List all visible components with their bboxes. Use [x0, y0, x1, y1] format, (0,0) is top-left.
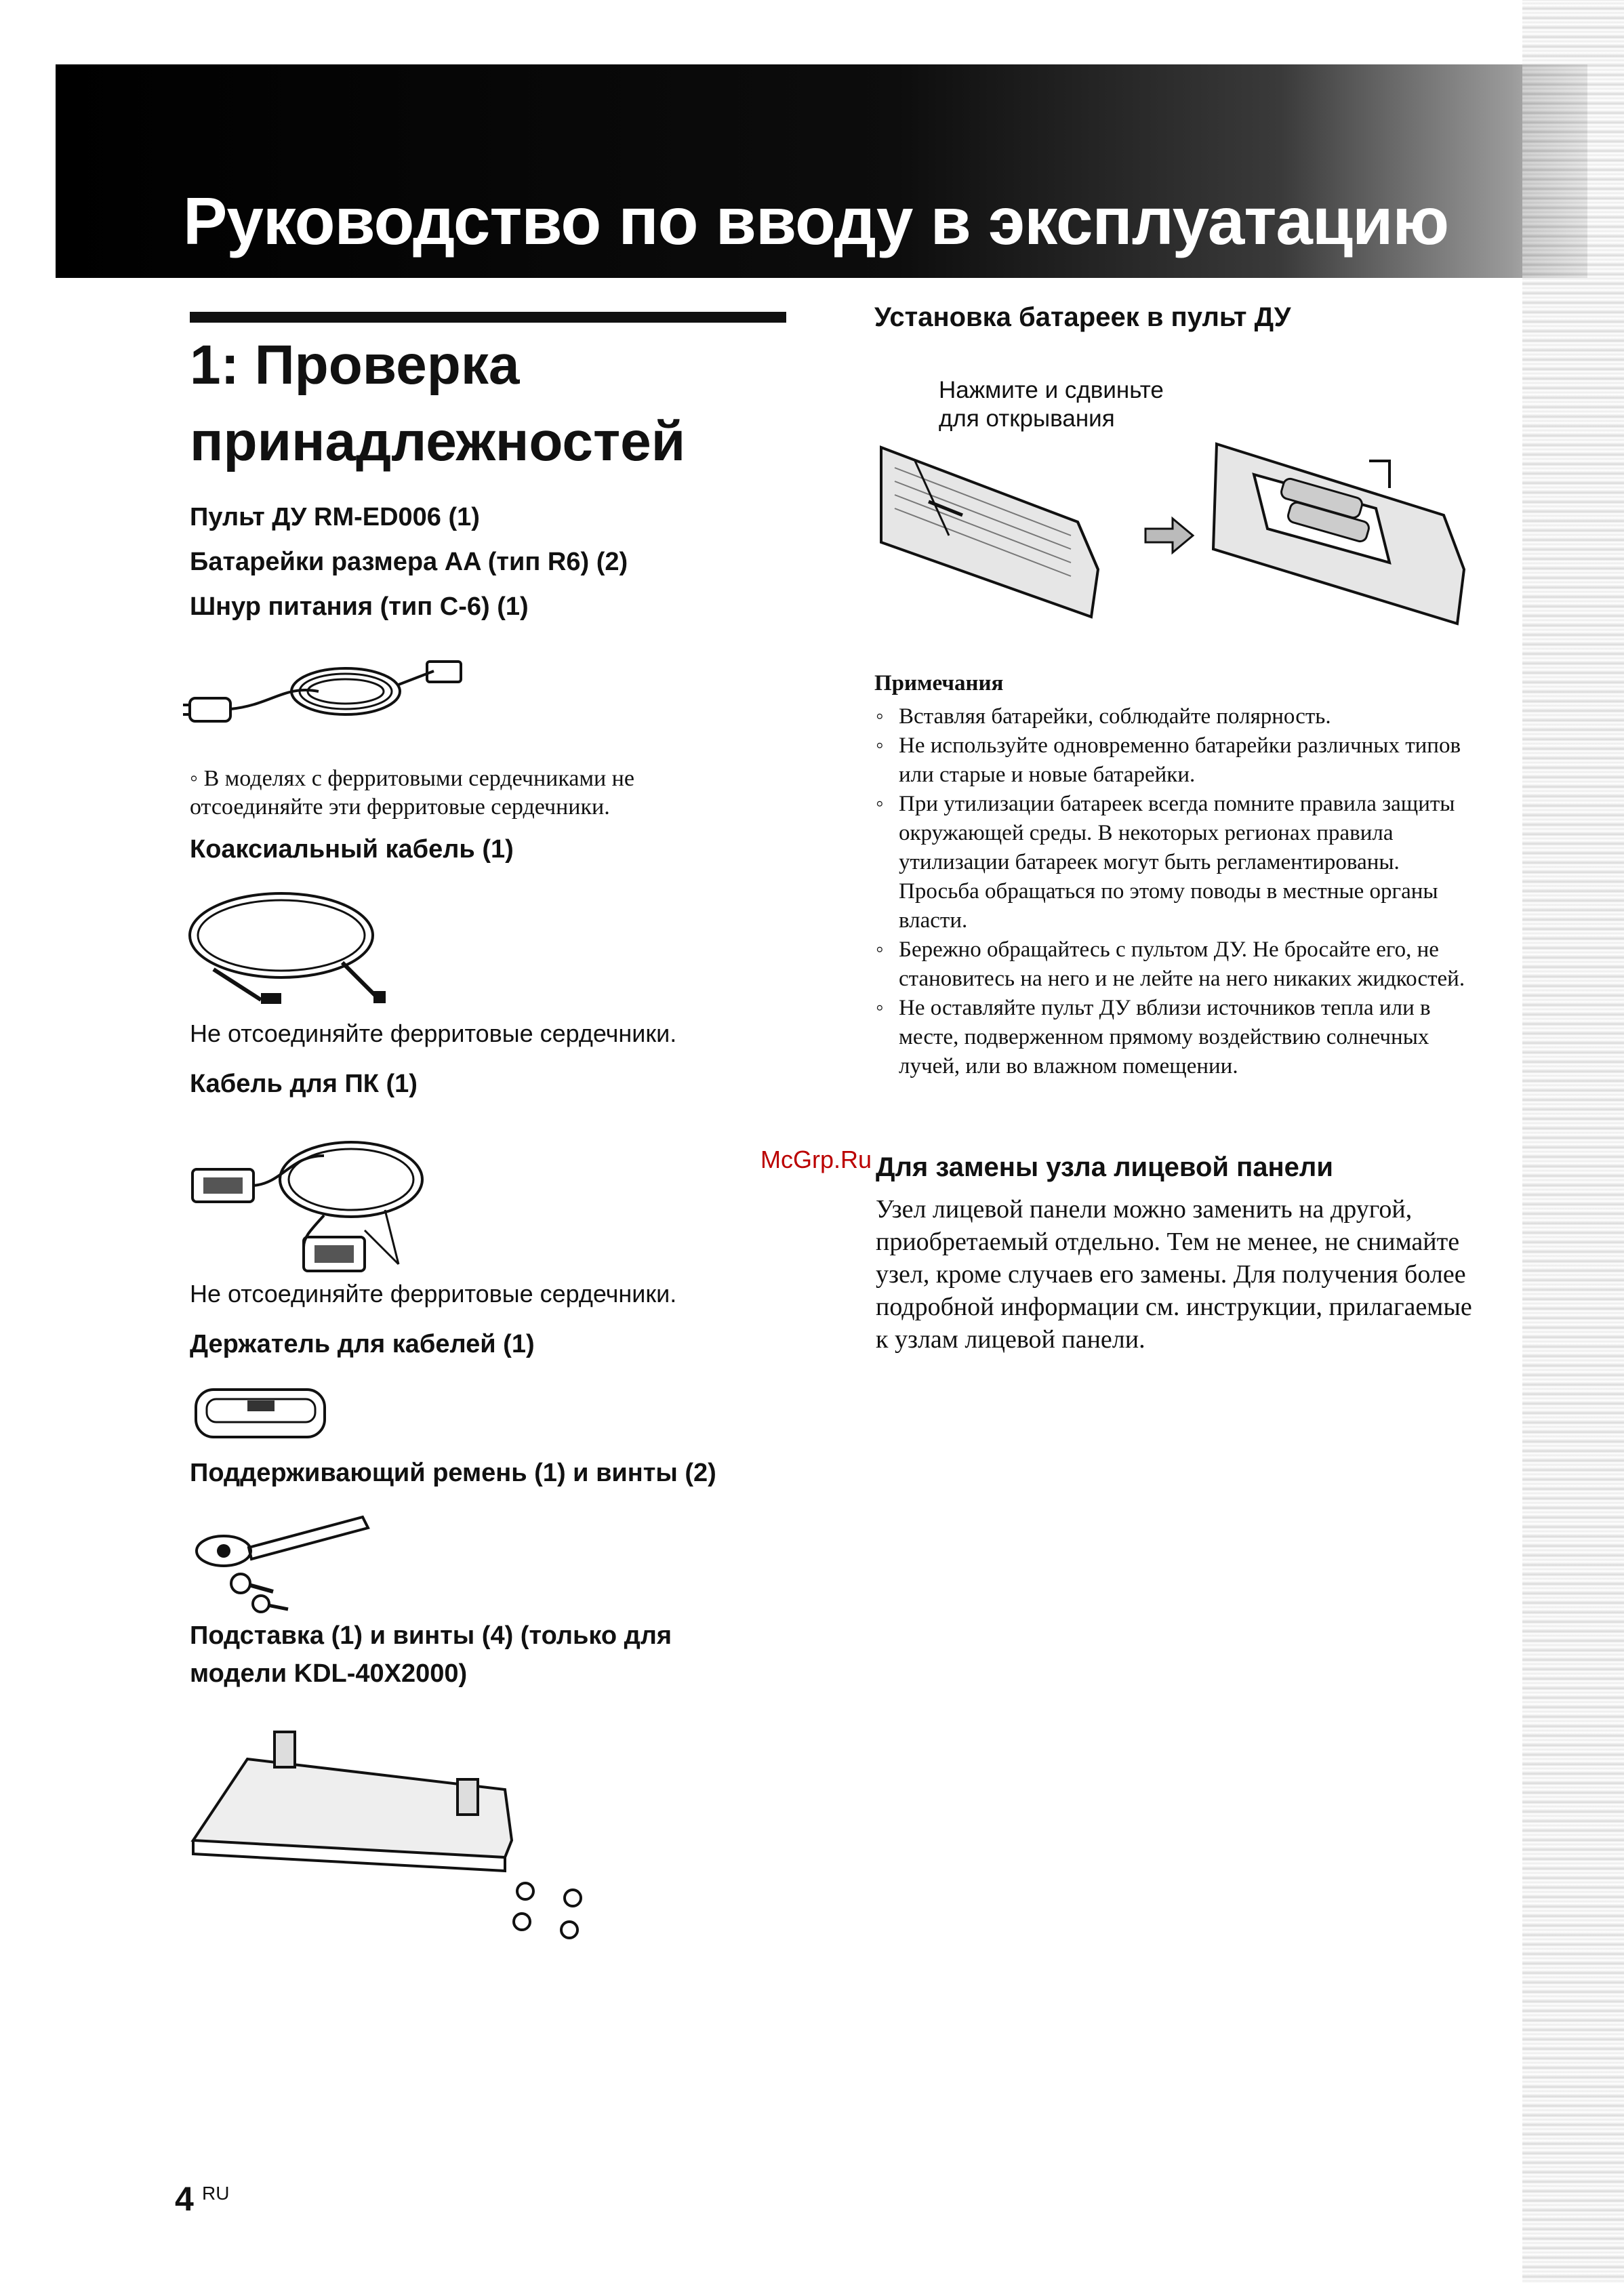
ferrite-note-text: В моделях с ферритовыми сердечниками не отсоединяйте эти ферритовые сердечники.	[190, 766, 634, 820]
ferrite-note	[190, 765, 752, 822]
note-item: ◦ Не оставляйте пульт ДУ вблизи источников тепла или в месте, подверженном прямому воздействию солнечных лучей, или во влажном помещении.	[874, 994, 1484, 1081]
scan-edge-noise	[1522, 0, 1624, 2283]
bullet-icon: ◦	[190, 766, 204, 791]
batteries-label-line1: Нажмите и сдвиньте	[939, 377, 1164, 403]
cable-holder-illustration	[193, 1383, 329, 1444]
section-rule	[190, 312, 786, 323]
note-item: ◦ При утилизации батареек всегда помните правила защиты окружающей среды. В некоторых регионах правила утилизации батареек могут быть регламентированы. Просьба обращаться по этому поводы в местные органы власти.	[874, 790, 1484, 935]
item-stand-line1: Подставка (1) и винты (4) (только для	[190, 1621, 672, 1650]
item-pc-cable: Кабель для ПК (1)	[190, 1070, 418, 1098]
strap-screws-illustration	[193, 1510, 383, 1619]
note-item: ◦ Вставляя батарейки, соблюдайте полярность.	[874, 702, 1484, 731]
pc-cable-illustration	[188, 1129, 432, 1285]
item-power-cord: Шнур питания (тип C-6) (1)	[190, 592, 529, 621]
watermark: McGrp.Ru	[760, 1146, 872, 1173]
section-heading-line1: 1: Проверка	[190, 334, 520, 396]
item-remote: Пульт ДУ RM-ED006 (1)	[190, 503, 480, 531]
front-panel-text: Узел лицевой панели можно заменить на другой, приобретаемый отдельно. Тем не менее, не снимайте узел, кроме случаев его замены. Для получения более подробной информации см. инструкции, прилагаемые к узлам лицевой панели.	[876, 1195, 1472, 1354]
page-number: 4	[175, 2180, 194, 2218]
remote-battery-illustration	[874, 434, 1484, 651]
note-item: ◦ Не используйте одновременно батарейки различных типов или старые и новые батарейки.	[874, 731, 1484, 790]
item-stand-line2: модели KDL-40X2000)	[190, 1659, 468, 1688]
coax-caption: Не отсоединяйте ферритовые сердечники.	[190, 1019, 677, 1047]
notes-list	[874, 702, 1484, 1081]
batteries-heading: Установка батареек в пульт ДУ	[874, 302, 1291, 332]
note-item: ◦ Бережно обращайтесь с пультом ДУ. Не бросайте его, не становитесь на него и не лейте на него никаких жидкостей.	[874, 935, 1484, 994]
page-title: Руководство по вводу в эксплуатацию	[183, 184, 1449, 258]
stand-illustration	[193, 1725, 613, 1956]
notes-title: Примечания	[874, 671, 1004, 695]
batteries-label-line2: для открывания	[939, 405, 1115, 432]
item-coax: Коаксиальный кабель (1)	[190, 835, 514, 864]
coax-cable-illustration	[186, 888, 410, 1010]
section-heading-line2: принадлежностей	[190, 411, 686, 472]
item-strap-screws: Поддерживающий ремень (1) и винты (2)	[190, 1459, 716, 1487]
front-panel-heading: Для замены узла лицевой панели	[876, 1152, 1333, 1182]
item-cable-holder: Держатель для кабелей (1)	[190, 1330, 535, 1358]
power-cord-illustration	[183, 644, 468, 746]
item-batteries: Батарейки размера AA (тип R6) (2)	[190, 548, 628, 576]
page-lang: RU	[202, 2183, 230, 2204]
pc-caption: Не отсоединяйте ферритовые сердечники.	[190, 1280, 677, 1308]
